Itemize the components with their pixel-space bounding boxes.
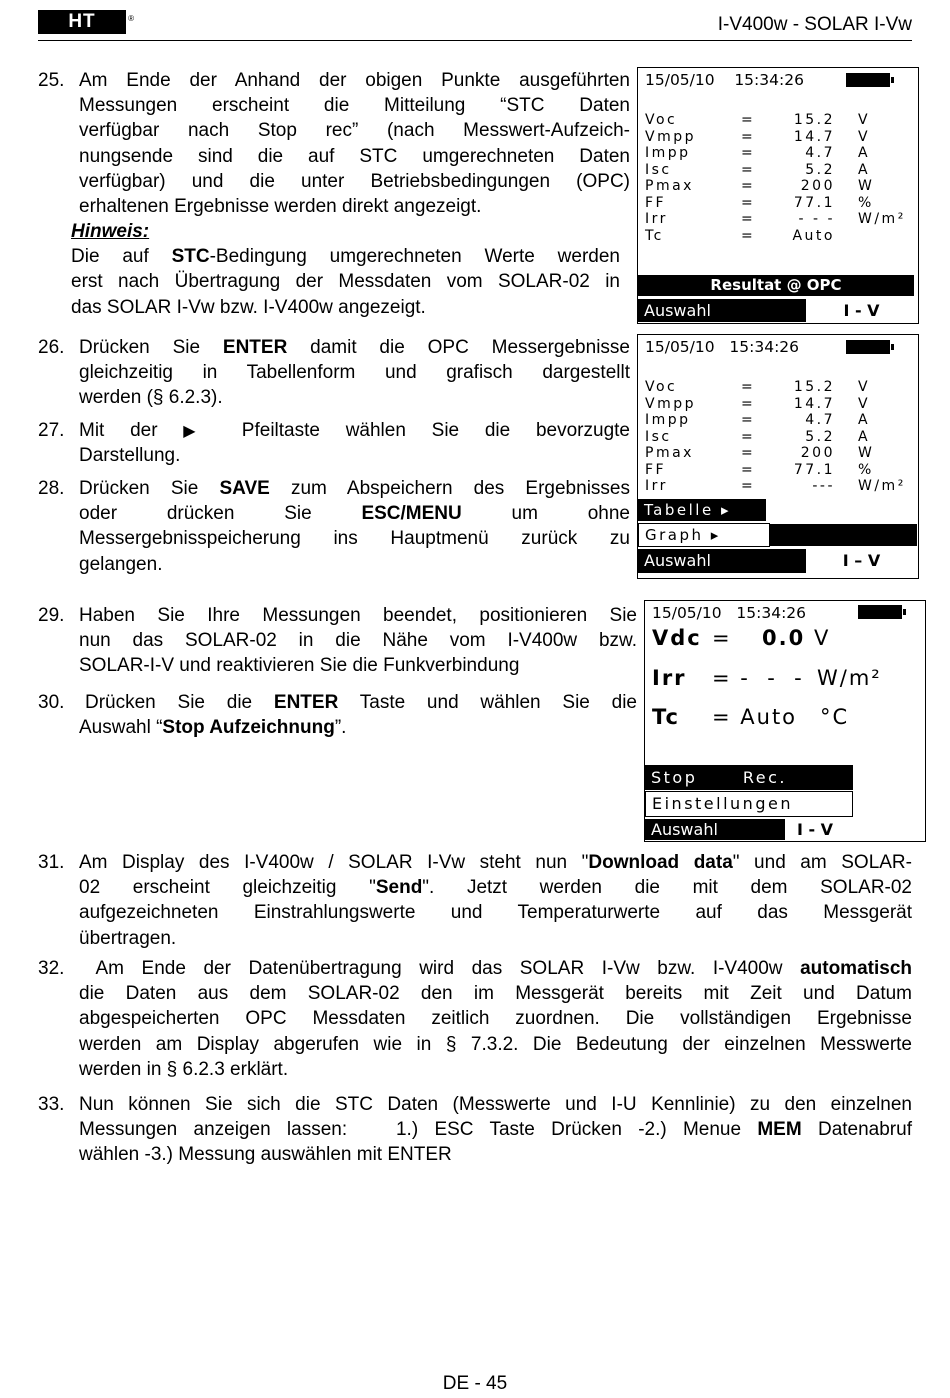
item-31-l2-a: 02 erscheint gleichzeitig "	[79, 877, 376, 899]
lcd-param-name: Irr	[645, 478, 668, 494]
vdc-value: 0.0	[762, 626, 806, 650]
lcd-row	[645, 379, 915, 396]
lcd-row	[645, 412, 915, 429]
lcd-row	[645, 162, 915, 179]
item-number-29: 29.	[38, 605, 65, 626]
item-28-line-1	[79, 476, 630, 501]
item-28-l1-a: Drücken Sie	[79, 478, 220, 499]
item-30-l1-bold: ENTER	[273, 692, 339, 713]
item-29-line-2: nun das SOLAR-02 in die Nähe vom I-V400w bzw.	[79, 630, 637, 652]
lcd-equals: =	[741, 211, 756, 227]
note-title: Hinweis:	[71, 221, 150, 242]
irr-label: Irr	[652, 666, 687, 690]
page-number: DE - 45	[442, 1373, 508, 1394]
lcd-equals: =	[741, 412, 756, 428]
lcd-param-unit: W	[858, 445, 875, 461]
item-25-line-2: Messungen erscheint die Mitteilung “STC Daten	[79, 95, 630, 117]
lcd-param-value: 14.7	[793, 128, 835, 145]
item-32-text	[79, 956, 912, 1082]
item-26-l1-bold: ENTER	[222, 337, 288, 358]
lcd-equals: =	[741, 379, 756, 395]
menu-item-graph[interactable]: Graph ▸	[638, 523, 770, 547]
item-28-l2-c: um ohne	[461, 503, 630, 525]
lcd-row	[645, 429, 915, 446]
item-31-line-4: übertragen.	[79, 927, 177, 949]
lcd-timestamp: 15/05/10 15:34:26	[645, 338, 800, 356]
lcd-param-name: Isc	[645, 161, 672, 178]
item-26-line-3: werden (§ 6.2.3).	[79, 387, 223, 409]
lcd-param-value: 5.2	[805, 161, 835, 178]
item-25-line-3: verfügbar nach Stop rec” (nach Messwert-Aufzeich-	[79, 120, 630, 142]
lcd-equals: =	[741, 128, 756, 145]
logo-text: HT	[68, 11, 96, 32]
lcd-param-name: Vmpp	[645, 128, 696, 145]
item-30-l2-c: ”.	[334, 717, 347, 738]
lcd-param-value: 77.1	[793, 461, 835, 478]
lcd-measurement-table	[645, 379, 915, 495]
lcd-param-unit: A	[858, 161, 871, 178]
item-25-line-1: Am Ende der Anhand der obigen Punkte ausgeführten	[79, 70, 630, 91]
item-number-26: 26.	[38, 337, 65, 358]
lcd-equals: =	[741, 145, 756, 161]
lcd-param-value: 200	[800, 178, 835, 194]
item-number-32: 32.	[38, 958, 65, 979]
auswahl-value[interactable]: I – V	[842, 551, 881, 570]
lcd-equals: =	[741, 161, 756, 178]
item-28-line-4: gelangen.	[79, 553, 163, 575]
lcd-param-unit: W	[858, 178, 875, 194]
auswahl-label: Auswahl	[638, 549, 806, 573]
header-divider	[38, 40, 912, 41]
item-25-text	[79, 68, 630, 219]
lcd-row	[645, 145, 915, 162]
item-33-line-1: Nun können Sie sich die STC Daten (Messwerte und I-U Kennlinie) zu den einzelnen	[79, 1094, 912, 1115]
lcd-equals: =	[741, 194, 756, 211]
item-31-l2-bold: Send	[375, 877, 423, 899]
lcd-param-value: 4.7	[805, 145, 835, 161]
lcd-param-unit: V	[858, 379, 871, 395]
item-31-line-1	[79, 850, 912, 875]
item-33-line-2	[79, 1117, 912, 1142]
lcd-equals: =	[741, 428, 756, 445]
note-line-1	[71, 244, 620, 269]
item-30-l1-c: Taste und wählen Sie die	[338, 692, 637, 713]
battery-icon	[846, 73, 890, 87]
item-30-line-2	[79, 715, 637, 740]
item-28-l1-c: zum Abspeichern des Ergebnisses	[269, 478, 630, 499]
note-block	[71, 219, 620, 320]
note-line-1-a: Die auf	[71, 246, 172, 268]
lcd-param-unit: V	[858, 128, 871, 145]
irr-value: = - - -	[712, 666, 804, 690]
note-line-1-bold: STC	[171, 246, 210, 268]
item-26-l1-c: damit die OPC Messergebnisse	[287, 337, 630, 358]
irr-unit: W/m²	[817, 666, 882, 690]
lcd-param-unit: A	[858, 428, 871, 445]
vdc-unit: V	[814, 626, 831, 650]
item-27-l1-b: Pfeiltaste wählen Sie die bevorzugte	[216, 420, 630, 441]
lcd-equals: =	[741, 395, 756, 412]
auswahl-label: Auswahl	[638, 299, 806, 322]
item-29-text	[79, 603, 637, 679]
lcd-row	[645, 211, 915, 228]
item-30-line-1	[85, 690, 637, 715]
item-26-text	[79, 335, 630, 411]
registered-mark: ®	[128, 14, 135, 23]
item-31-line-2	[79, 875, 912, 900]
lcd-param-name: Voc	[645, 112, 678, 128]
lcd-param-value: 14.7	[793, 395, 835, 412]
lcd-param-name: Impp	[645, 145, 691, 161]
item-number-27: 27.	[38, 420, 65, 441]
lcd-screen-stop-recording	[644, 600, 926, 842]
lcd-param-name: Pmax	[645, 178, 694, 194]
item-27-l1-a: Mit der	[79, 420, 184, 441]
vdc-label: Vdc	[652, 626, 702, 650]
item-30-text	[85, 690, 637, 715]
item-25-line-6: erhaltenen Ergebnisse werden direkt angezeigt.	[79, 195, 482, 217]
item-number-28: 28.	[38, 478, 65, 499]
lcd-param-name: Voc	[645, 379, 678, 395]
menu-item-tabelle[interactable]: Tabelle ▸	[638, 499, 766, 521]
lcd-param-unit: A	[858, 145, 871, 161]
item-31-l2-c: ". Jetzt werden die mit dem SOLAR-02	[422, 877, 913, 899]
auswahl-value[interactable]: I - V	[796, 820, 834, 839]
item-32-l1-a: Am Ende der Datenübertragung wird das SOLAR I-Vw bzw. I-V400w	[79, 958, 801, 979]
lcd-param-value: Auto	[792, 227, 835, 244]
lcd-black-band	[770, 524, 917, 546]
item-28-line-2	[79, 501, 630, 526]
item-31-line-3: aufgezeichneten Einstrahlungswerte und Temperaturwerte auf das Messgerät	[79, 902, 912, 924]
lcd-param-value: 5.2	[805, 428, 835, 445]
battery-icon	[846, 340, 890, 354]
tc-unit: °C	[820, 705, 850, 729]
menu-item-einstellungen[interactable]: Einstellungen	[645, 791, 853, 817]
lcd-param-value: 15.2	[793, 379, 835, 395]
item-29-line-3: SOLAR-I-V und reaktivieren Sie die Funkverbindung	[79, 655, 520, 677]
item-32-line-2: die Daten aus dem SOLAR-02 den im Messgerät bereits mit Zeit und Datum	[79, 983, 912, 1005]
item-30-l2-a: Auswahl “	[79, 717, 163, 738]
tc-label: Tc	[652, 705, 680, 729]
auswahl-value[interactable]: I - V	[843, 301, 880, 320]
item-number-33: 33.	[38, 1094, 65, 1115]
lcd-row	[645, 478, 915, 495]
lcd-measurement-table	[645, 112, 915, 244]
item-28-line-3: Messergebnisspeicherung ins Hauptmenü zurück zu	[79, 528, 630, 550]
item-31-l1-a: Am Display des I-V400w / SOLAR I-Vw steht nun "	[79, 852, 589, 873]
item-33-text	[79, 1092, 912, 1168]
item-31-l1-bold: Download data	[588, 852, 733, 873]
lcd-param-unit: %	[858, 461, 874, 478]
lcd-param-value: 4.7	[805, 412, 835, 428]
lcd-param-name: Tc	[645, 227, 664, 244]
item-31-l1-c: " und am SOLAR-	[732, 852, 912, 873]
lcd-timestamp: 15/05/10 15:34:26	[645, 71, 804, 89]
tc-value: = Auto	[712, 705, 798, 729]
item-30-text-2	[79, 715, 637, 740]
lcd-row	[645, 178, 915, 195]
item-32-line-1	[79, 956, 912, 981]
item-32-l1-bold: automatisch	[800, 958, 912, 979]
lcd-equals: =	[741, 445, 756, 461]
lcd-param-unit: V	[858, 112, 871, 128]
lcd-param-value: 200	[800, 445, 835, 461]
item-28-l2-a: oder drücken Sie	[79, 503, 362, 525]
header-title: I-V400w - SOLAR I-Vw	[717, 14, 912, 35]
result-bar: Resultat @ OPC	[638, 275, 914, 296]
item-number-31: 31.	[38, 852, 65, 873]
lcd-row	[645, 195, 915, 212]
lcd-param-unit: %	[858, 194, 874, 211]
lcd-param-unit: A	[858, 412, 871, 428]
lcd-param-name: FF	[645, 461, 667, 478]
lcd-equals: =	[741, 227, 756, 244]
menu-item-stop-rec[interactable]: Stop Rec.	[645, 765, 853, 790]
item-27-line-1	[79, 418, 630, 443]
item-28-l1-bold: SAVE	[219, 478, 270, 499]
item-32-line-4: werden am Display abgerufen wie in § 7.3.2. Die Bedeutung der einzelnen Messwerte	[79, 1033, 912, 1055]
lcd-timestamp: 15/05/10 15:34:26	[652, 604, 807, 622]
lcd-param-name: Vmpp	[645, 395, 696, 412]
item-30-l1-a: Drücken Sie die	[85, 692, 274, 713]
lcd-equals: =	[741, 112, 756, 128]
lcd-param-name: Irr	[645, 211, 668, 227]
lcd-screen-opc-results	[637, 67, 919, 324]
lcd-equals: =	[741, 461, 756, 478]
note-line-3: das SOLAR I-Vw bzw. I-V400w angezeigt.	[71, 296, 426, 318]
item-33-l2-a: Messungen anzeigen lassen: 1.) ESC Taste Drücken -2.) Menue	[79, 1119, 758, 1141]
item-28-l2-bold: ESC/MENU	[361, 503, 462, 525]
item-26-line-1	[79, 335, 630, 360]
lcd-param-value: - - -	[798, 211, 835, 227]
right-arrow-icon: ▶	[183, 423, 217, 440]
item-29-line-1: Haben Sie Ihre Messungen beendet, positionieren Sie	[79, 605, 637, 626]
ht-logo	[38, 10, 135, 34]
lcd-row	[645, 462, 915, 479]
item-31-text	[79, 850, 912, 951]
battery-icon	[858, 605, 902, 619]
item-33-l2-c: Datenabruf	[801, 1119, 912, 1141]
note-line-1-c: -Bedingung umgerechneten Werte werden	[209, 246, 620, 268]
lcd-param-value: 15.2	[793, 112, 835, 128]
lcd-row	[645, 129, 915, 146]
item-32-line-5: werden in § 6.2.3 erklärt.	[79, 1058, 289, 1080]
item-25-line-4: nungsende sind die auf STC umgerechneten Daten	[79, 145, 630, 167]
item-number-30: 30.	[38, 692, 65, 713]
item-33-line-3: wählen -3.) Messung auswählen mit ENTER	[79, 1144, 452, 1166]
item-27-text	[79, 418, 630, 468]
lcd-screen-view-select	[637, 334, 919, 579]
item-26-line-2: gleichzeitig in Tabellenform und grafisch dargestellt	[79, 362, 630, 384]
lcd-param-name: Impp	[645, 412, 691, 428]
lcd-param-value: 77.1	[793, 194, 835, 211]
lcd-equals: =	[741, 178, 756, 194]
lcd-param-unit: V	[858, 395, 871, 412]
item-25-line-5: verfügbar) und die unter Betriebsbedingungen (OPC)	[79, 170, 630, 192]
item-33-l2-bold: MEM	[757, 1119, 802, 1141]
lcd-row	[645, 445, 915, 462]
lcd-row	[645, 112, 915, 129]
lcd-row	[645, 396, 915, 413]
note-line-2: erst nach Übertragung der Messdaten vom SOLAR-02 in	[71, 271, 620, 293]
lcd-param-unit: W/m²	[858, 478, 906, 494]
lcd-param-name: Pmax	[645, 445, 694, 461]
vdc-equals: =	[712, 626, 732, 650]
item-28-text	[79, 476, 630, 577]
item-27-line-2: Darstellung.	[79, 445, 181, 467]
item-30-l2-bold: Stop Aufzeichnung	[162, 717, 335, 738]
item-32-line-3: abgespeicherten OPC Messdaten zeitlich zuordnen. Die vollständigen Ergebnisse	[79, 1008, 912, 1030]
lcd-row	[645, 228, 915, 245]
lcd-equals: =	[741, 478, 756, 494]
lcd-param-unit: W/m²	[858, 211, 906, 227]
lcd-param-name: Isc	[645, 428, 672, 445]
auswahl-label: Auswahl	[645, 819, 785, 840]
item-number-25: 25.	[38, 70, 65, 91]
lcd-param-name: FF	[645, 194, 667, 211]
item-26-l1-a: Drücken Sie	[79, 337, 223, 358]
lcd-param-value: ---	[812, 478, 835, 494]
